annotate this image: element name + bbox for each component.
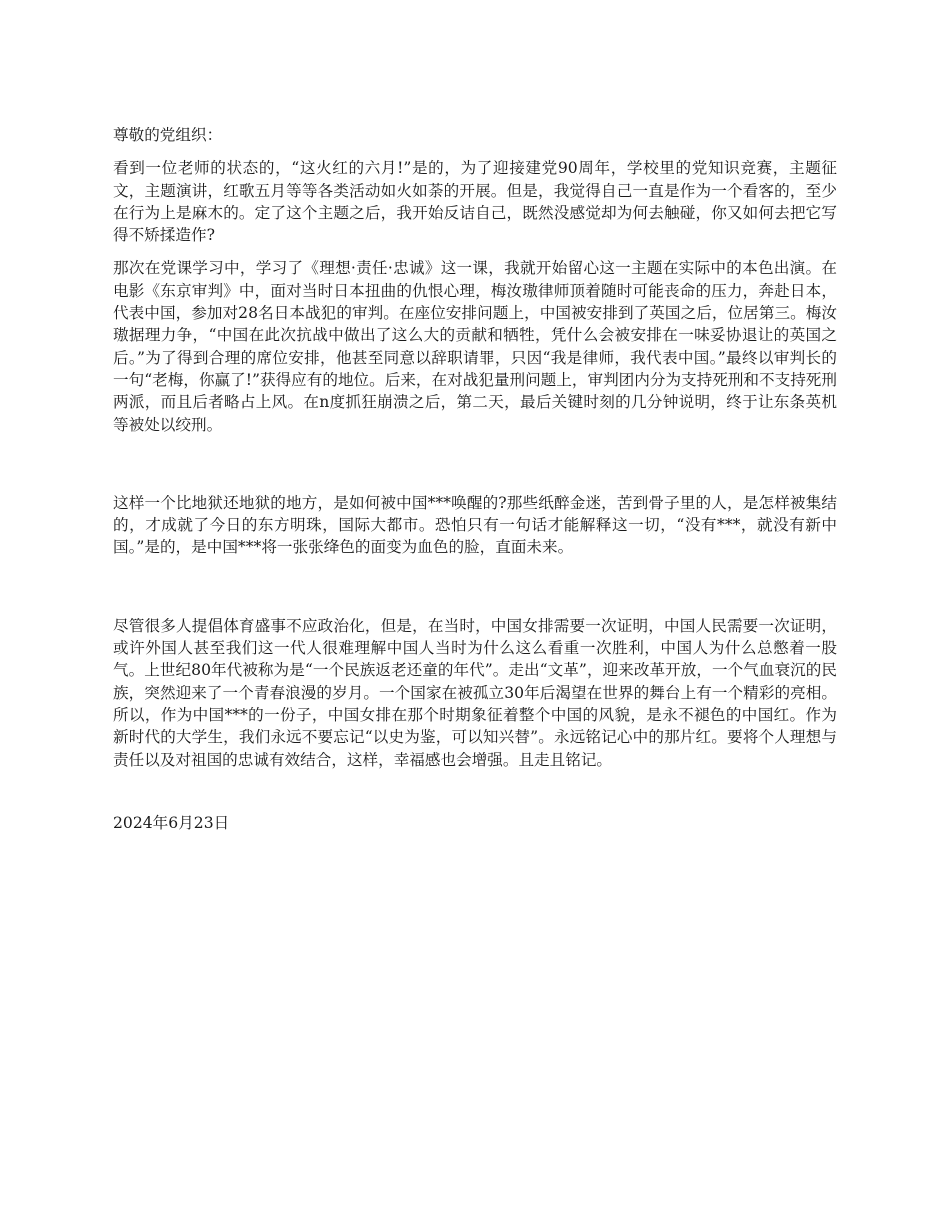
paragraph-3: 这样一个比地狱还地狱的地方，是如何被中国***唤醒的?那些纸醉金迷，苦到骨子里的人，是怎样被集结的，才成就了今日的东方明珠，国际大都市。恐怕只有一句话才能解释这一切，“没有***，就没有新中国。”是的，是中国***将一张张绛色的面变为血色的脸，直面未来。 [113, 493, 837, 557]
paragraph-2: 那次在党课学习中，学习了《理想·责任·忠诚》这一课，我就开始留心这一主题在实际中的本色出演。在电影《东京审判》中，面对当时日本扭曲的仇恨心理，梅汝璈律师顶着随时可能丧命的压力，奔赴日本，代表中国，参加对28名日本战犯的审判。在座位安排问题上，中国被安排到了英国之后，位居第三。梅汝璈据理力争，“中国在此次抗战中做出了这么大的贡献和牺牲，凭什么会被安排在一味妥协退让的英国之后。”为了得到合理的席位安排，他甚至同意以辞职请罪，只因“我是律师，我代表中国。”最终以审判长的一句“老梅，你赢了!”获得应有的地位。后来，在对战犯量刑问题上，审判团内分为支持死刑和不支持死刑两派，而且后者略占上风。在n度抓狂崩溃之后，第二天，最后关键时刻的几分钟说明，终于让东条英机等被处以绞刑。 [113, 259, 837, 434]
salutation: 尊敬的党组织： [113, 126, 223, 144]
paragraph-1: 看到一位老师的状态的，“这火红的六月!”是的，为了迎接建党90周年，学校里的党知识竞赛，主题征文，主题演讲，红歌五月等等各类活动如火如荼的开展。但是，我觉得自己一直是作为一个看客的，至少在行为上是麻木的。定了这个主题之后，我开始反诘自己，既然没感觉却为何去触碰，你又如何去把它写得不矫揉造作? [113, 159, 837, 245]
letter-body [113, 124, 837, 834]
paragraph-4: 尽管很多人提倡体育盛事不应政治化，但是，在当时，中国女排需要一次证明，中国人民需要一次证明，或许外国人甚至我们这一代人很难理解中国人当时为什么这么看重一次胜利，中国人为什么总憋着一股气。上世纪80年代被称为是“一个民族返老还童的年代”。走出“文革”，迎来改革开放，一个气血衰沉的民族，突然迎来了一个青春浪漫的岁月。一个国家在被孤立30年后渴望在世界的舞台上有一个精彩的亮相。所以，作为中国***的一份子，中国女排在那个时期象征着整个中国的风貌，是永不褪色的中国红。作为新时代的大学生，我们永远不要忘记“以史为鉴，可以知兴替”。永远铭记心中的那片红。要将个人理想与责任以及对祖国的忠诚有效结合，这样，幸福感也会增强。且走且铭记。 [113, 616, 837, 769]
letter-date: 2024年6月23日 [113, 813, 230, 832]
